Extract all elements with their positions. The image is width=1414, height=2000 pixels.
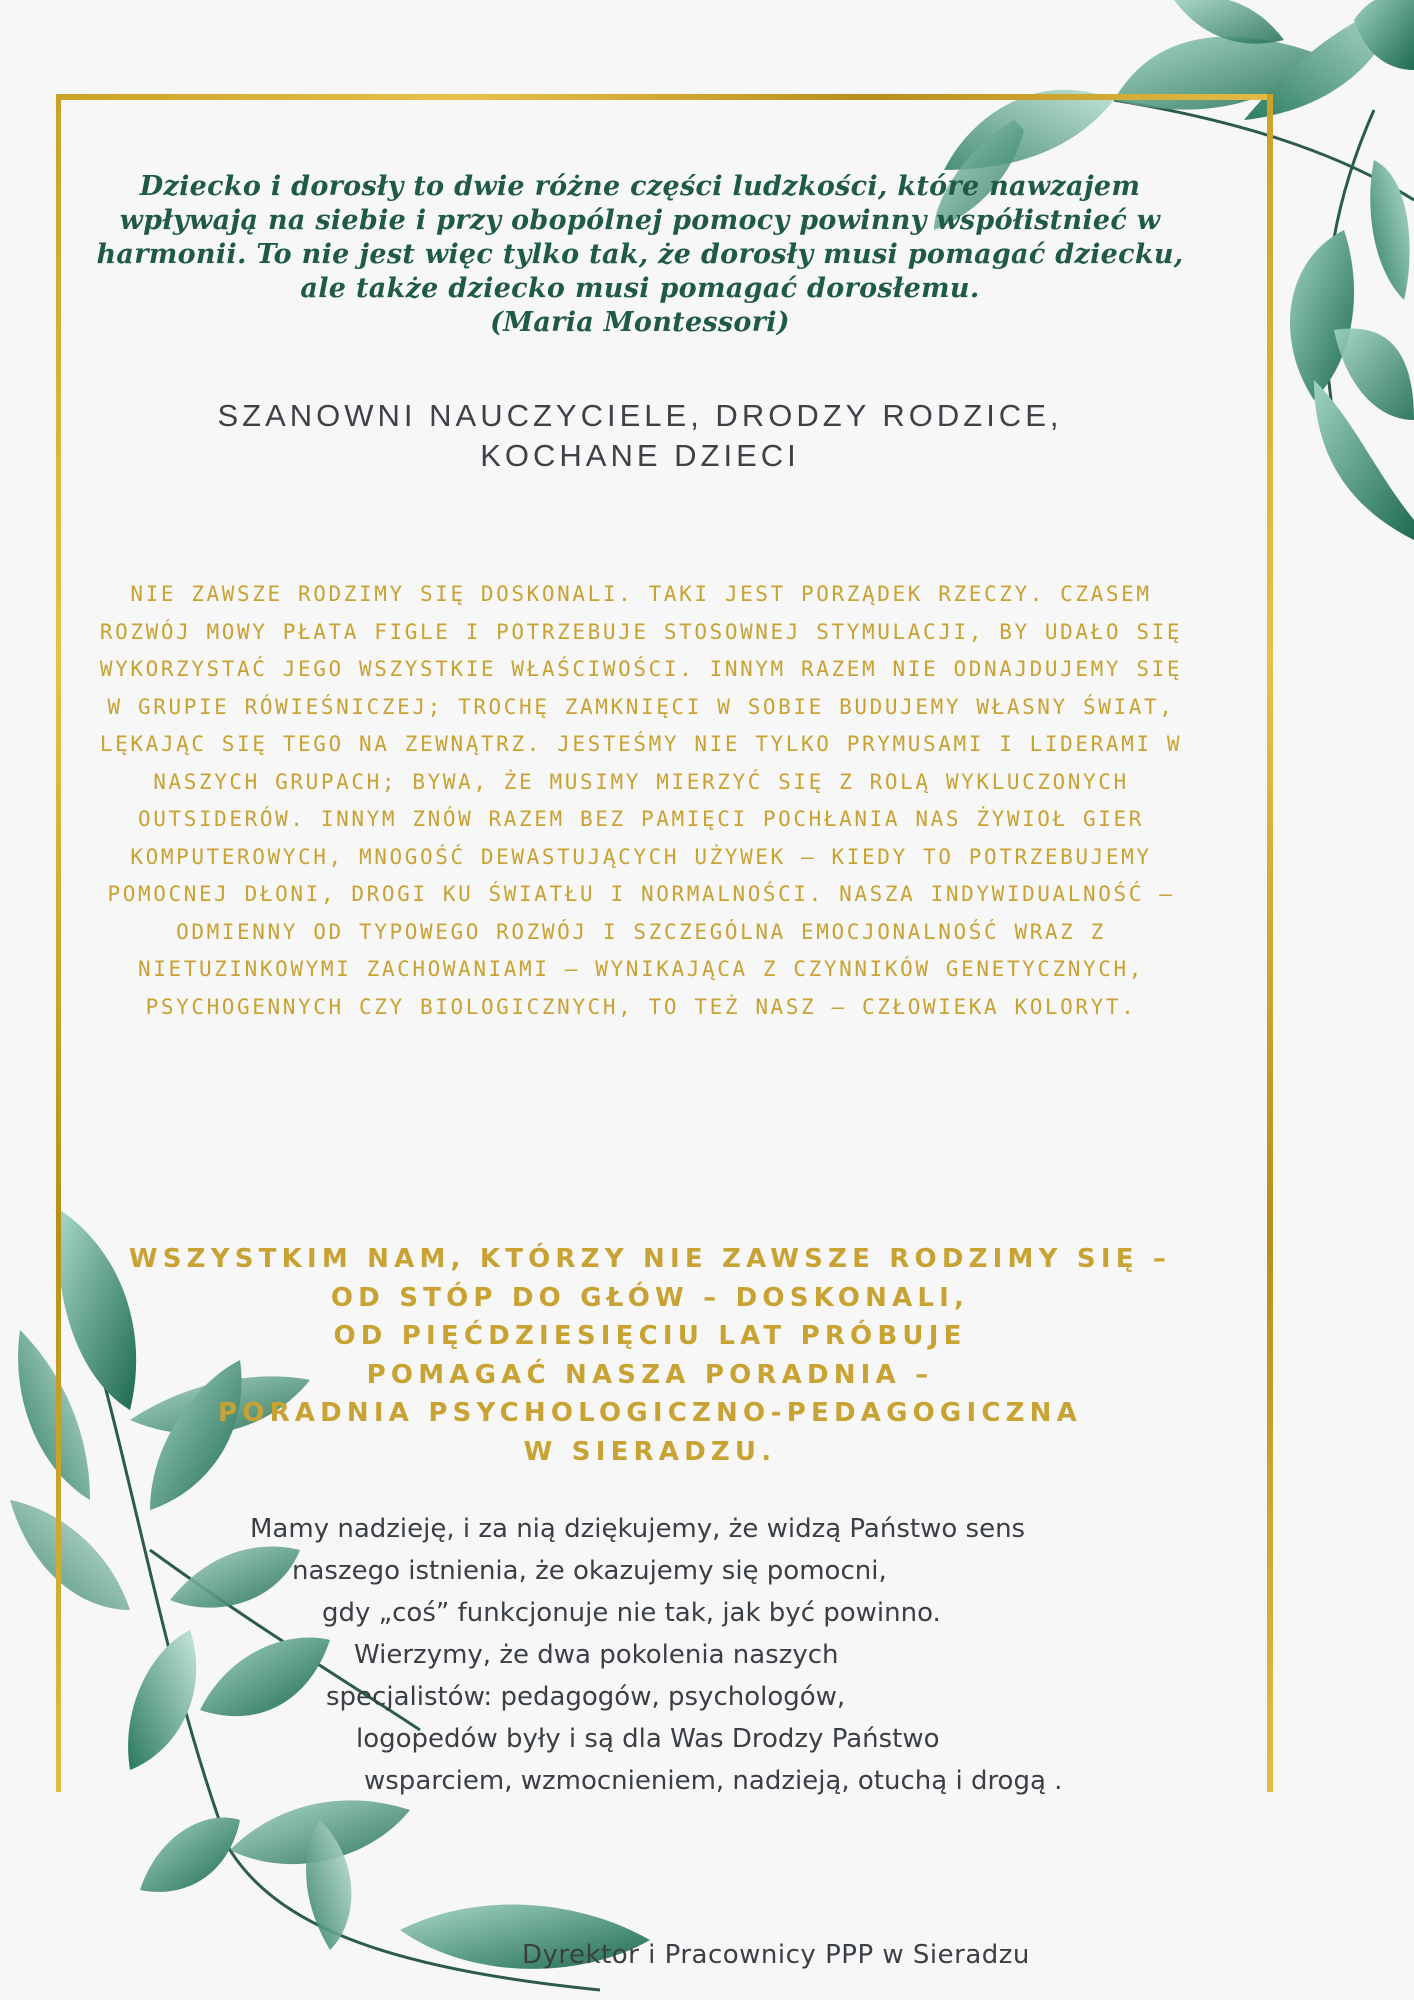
gold-frame-top xyxy=(56,94,1273,100)
greeting-line-1: SZANOWNI NAUCZYCIELE, DRODZY RODZICE, xyxy=(217,398,1063,433)
quote-text: Dziecko i dorosły to dwie różne części ludzkości, które nawzajem wpływają na siebie i przy obopólnej pomocy powinny współistnieć w harmonii. To nie jest więc tylko tak, że dorosły musi pomagać dziecku, ale także dziecko musi pomagać dorosłemu. xyxy=(96,171,1184,304)
greeting-line-2: KOCHANE DZIECI xyxy=(480,438,800,473)
thanks-line: logopedów były i są dla Was Drodzy Państwo xyxy=(356,1724,940,1754)
thanks-line: specjalistów: pedagogów, psychologów, xyxy=(326,1682,846,1712)
quote-author: (Maria Montessori) xyxy=(490,307,790,338)
thanks-line: Wierzymy, że dwa pokolenia naszych xyxy=(354,1640,839,1670)
dedication-line: POMAGAĆ NASZA PORADNIA – xyxy=(366,1359,934,1390)
signature: Dyrektor i Pracownicy PPP w Sieradzu xyxy=(522,1940,1030,1970)
dedication-line: WSZYSTKIM NAM, KTÓRZY NIE ZAWSZE RODZIMY SIĘ – xyxy=(128,1244,1172,1274)
dedication-line: W SIERADZU. xyxy=(523,1436,777,1467)
dedication-line: OD STÓP DO GŁÓW – DOSKONALI, xyxy=(330,1282,970,1313)
thanks-line: naszego istnienia, że okazujemy się pomocni, xyxy=(292,1556,887,1586)
dedication-line: PORADNIA PSYCHOLOGICZNO-PEDAGOGICZNA xyxy=(218,1398,1082,1428)
thanks-line: wsparciem, wzmocnieniem, nadzieją, otuchą i drogą . xyxy=(364,1766,1063,1796)
thanks-paragraph xyxy=(0,1508,1414,1802)
body-paragraph: NIE ZAWSZE RODZIMY SIĘ DOSKONALI. TAKI JEST PORZĄDEK RZECZY. CZASEM ROZWÓJ MOWY PŁATA FIGLE I POTRZEBUJE STOSOWNEJ STYMULACJI, BY UDAŁO SIĘ WYKORZYSTAĆ JEGO WSZYSTKIE WŁAŚCIWOŚCI. INNYM RAZEM NIE ODNAJDUJEMY SIĘ W GRUPIE RÓWIEŚNICZEJ; TROCHĘ ZAMKNIĘCI W SOBIE BUDUJEMY WŁASNY ŚWIAT, LĘKAJĄC SIĘ TEGO NA ZEWNĄTRZ. JESTEŚMY NIE TYLKO PRYMUSAMI I LIDERAMI W NASZYCH GRUPACH; BYWA, ŻE MUSIMY MIERZYĆ SIĘ Z ROLĄ WYKLUCZONYCH OUTSIDERÓW. INNYM ZNÓW RAZEM BEZ PAMIĘCI POCHŁANIA NAS ŻYWIOŁ GIER KOMPUTEROWYCH, MNOGOŚĆ DEWASTUJĄCYCH UŻYWEK – KIEDY TO POTRZEBUJEMY POMOCNEJ DŁONI, DROGI KU ŚWIATŁU I NORMALNOŚCI. NASZA INDYWIDUALNOŚĆ – ODMIENNY OD TYPOWEGO ROZWÓJ I SZCZEGÓLNA EMOCJONALNOŚĆ WRAZ Z NIETUZINKOWYMI ZACHOWANIAMI – WYNIKAJĄCA Z CZYNNIKÓW GENETYCZNYCH, PSYCHOGENNYCH CZY BIOLOGICZNYCH, TO TEŻ NASZ – CZŁOWIEKA KOLORYT. xyxy=(99,582,1183,1019)
dedication-line: OD PIĘĆDZIESIĘCIU LAT PRÓBUJE xyxy=(333,1321,967,1351)
greeting-heading xyxy=(100,396,1180,476)
thanks-line: Mamy nadzieję, i za nią dziękujemy, że widzą Państwo sens xyxy=(250,1514,1026,1544)
dedication-block xyxy=(100,1240,1200,1471)
thanks-line: gdy „coś” funkcjonuje nie tak, jak być powinno. xyxy=(322,1598,941,1628)
montessori-quote xyxy=(90,170,1190,340)
